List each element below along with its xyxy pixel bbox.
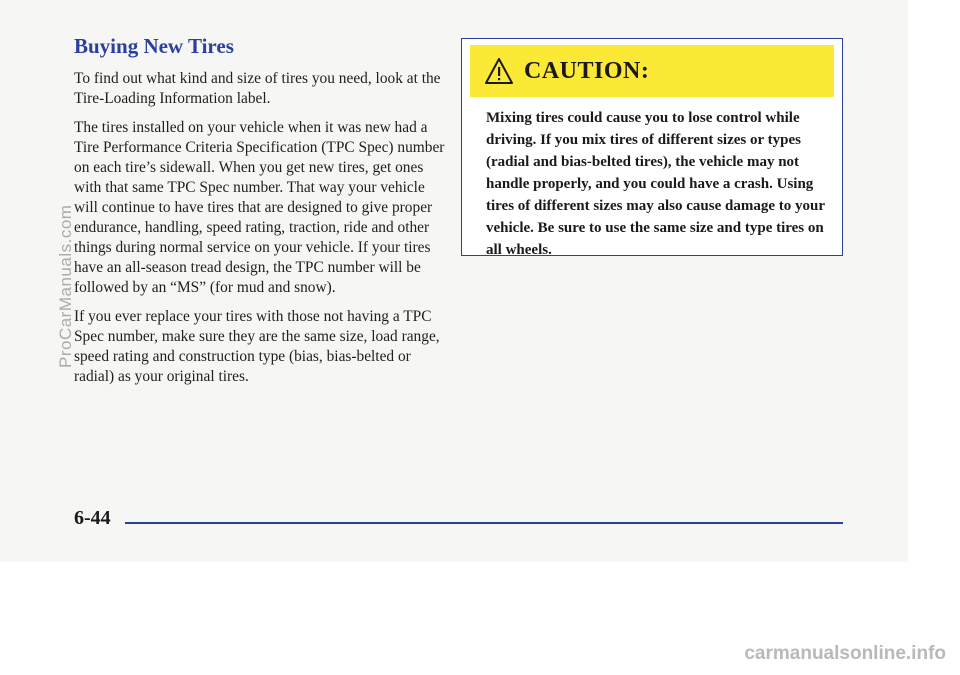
footer-rule <box>125 522 843 524</box>
caution-label: CAUTION: <box>524 57 650 84</box>
caution-text: Mixing tires could cause you to lose control while driving. If you mix tires of different sizes or types (radial and bias-belted tires), the vehicle may not handle properly, and you could have a crash. Using tires of different sizes may also cause damage to your vehicle. Be sure to use the same size and type tires on all wheels. <box>486 110 825 258</box>
paragraph-3: If you ever replace your tires with those not having a TPC Spec number, make sure they are the same size, load range, speed rating and construction type (bias, bias-belted or radial) as your original tires. <box>74 308 440 385</box>
caution-banner <box>470 45 834 97</box>
paragraph-1: To find out what kind and size of tires you need, look at the Tire-Loading Information label. <box>74 70 441 107</box>
warning-triangle-icon <box>484 57 514 85</box>
left-column <box>74 34 450 396</box>
bottom-watermark: carmanualsonline.info <box>744 643 946 664</box>
paragraph-2: The tires installed on your vehicle when it was new had a Tire Performance Criteria Specification (TPC Spec) number on each tire’s sidewall. When you get new tires, get ones with that same TPC Spec number. That way your vehicle will continue to have tires that are designed to give proper endurance, handling, speed rating, traction, ride and other things during normal service on your vehicle. If your tires have an all-season tread design, the TPC number will be followed by an “MS” (for mud and snow). <box>74 119 445 296</box>
page-number: 6-44 <box>74 507 111 529</box>
caution-box <box>461 38 843 256</box>
section-heading: Buying New Tires <box>74 34 234 58</box>
side-watermark: ProCarManuals.com <box>56 204 75 368</box>
